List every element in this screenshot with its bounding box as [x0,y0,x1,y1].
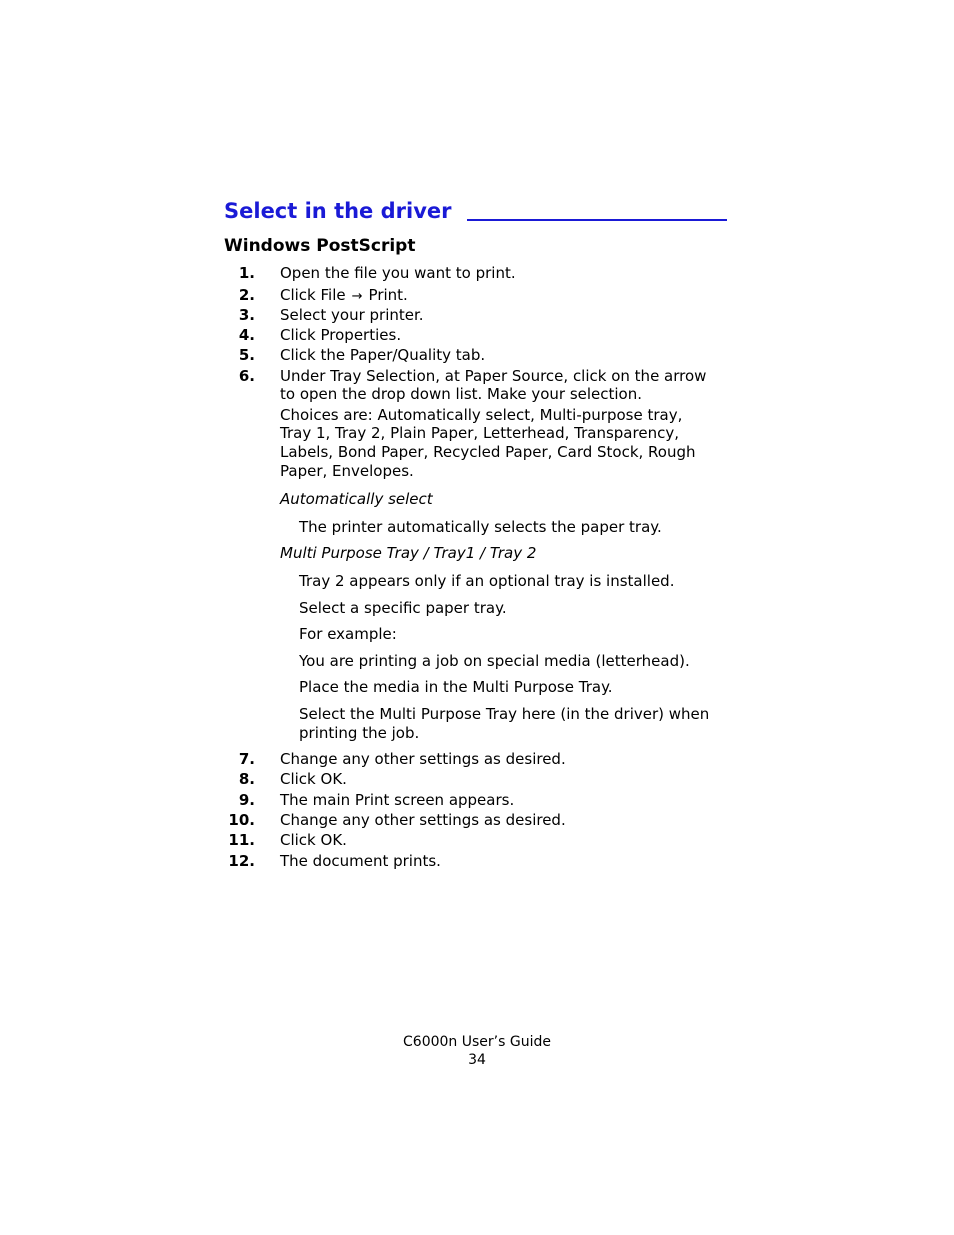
choices-line: Paper, Envelopes. [280,462,414,480]
step-text: Select your printer. [280,306,424,324]
choices-line: Choices are: Automatically select, Multi-purpose tray, [280,406,683,424]
step-number: 5. [238,346,255,364]
step-number: 2. [238,286,255,304]
step-text: The document prints. [280,852,441,870]
step-text [280,286,408,306]
step-number: 3. [238,306,255,324]
option-description: Tray 2 appears only if an optional tray is installed. [299,572,675,590]
step-text-line: Under Tray Selection, at Paper Source, click on the arrow [280,367,707,385]
section-heading: Windows PostScript [224,236,416,256]
step-text: Click Properties. [280,326,402,344]
option-term: Automatically select [280,490,433,508]
choices-line: Labels, Bond Paper, Recycled Paper, Card Stock, Rough [280,443,696,461]
option-description: You are printing a job on special media (letterhead). [299,652,690,670]
option-description: The printer automatically selects the paper tray. [299,518,662,536]
step-number: 12. [228,852,255,870]
choices-line: Tray 1, Tray 2, Plain Paper, Letterhead, Transparency, [280,424,679,442]
option-description: For example: [299,625,397,643]
step-text: Click OK. [280,770,347,788]
step-text: Click OK. [280,831,347,849]
title-underline-rule [467,219,727,221]
step-number: 10. [228,811,255,829]
step-text: The main Print screen appears. [280,791,515,809]
step-text-line: to open the drop down list. Make your selection. [280,385,643,403]
step-text: Change any other settings as desired. [280,811,566,829]
step-text-part: Print. [368,286,408,304]
step-number: 8. [238,770,255,788]
option-description: Select the Multi Purpose Tray here (in the driver) when [299,705,710,723]
step-number: 4. [238,326,255,344]
footer-page-number: 34 [468,1052,486,1068]
step-text: Open the file you want to print. [280,264,516,282]
footer-guide-title: C6000n User’s Guide [403,1034,551,1050]
right-arrow-icon: → [351,289,363,304]
page-title: Select in the driver [224,199,452,223]
step-number: 7. [238,750,255,768]
step-number: 1. [238,264,255,282]
step-text: Change any other settings as desired. [280,750,566,768]
option-term: Multi Purpose Tray / Tray1 / Tray 2 [280,544,537,562]
step-number: 11. [228,831,255,849]
option-description: Select a specific paper tray. [299,599,507,617]
step-text: Click the Paper/Quality tab. [280,346,486,364]
step-number: 6. [238,367,255,385]
step-number: 9. [238,791,255,809]
option-description: printing the job. [299,724,420,742]
option-description: Place the media in the Multi Purpose Tray. [299,678,613,696]
step-text-part: Click File [280,286,346,304]
